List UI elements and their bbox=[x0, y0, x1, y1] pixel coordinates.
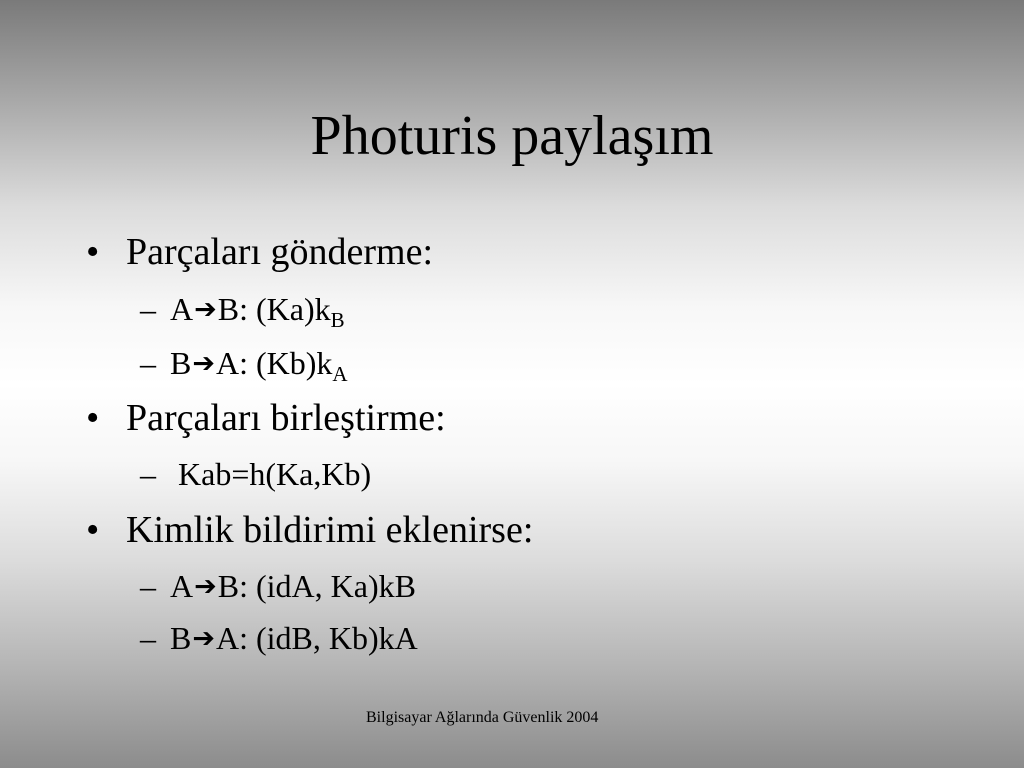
sender-label: A bbox=[170, 291, 194, 327]
bullet-icon: • bbox=[86, 509, 100, 551]
receiver-label: B bbox=[217, 568, 240, 604]
bullet-text: Kimlik bildirimi eklenirse: bbox=[126, 509, 534, 551]
bullet-icon: • bbox=[86, 397, 100, 439]
formula-text: Kab=h(Ka,Kb) bbox=[170, 456, 372, 492]
sub-item-a-to-b bbox=[140, 290, 345, 339]
receiver-label: B bbox=[217, 291, 240, 327]
dash-icon: – bbox=[140, 456, 156, 492]
key-subscript: B bbox=[330, 308, 345, 332]
bullet-icon: • bbox=[86, 231, 100, 273]
dash-icon: – bbox=[140, 345, 156, 381]
message-text: : (idA, Ka)kB bbox=[239, 568, 416, 604]
bullet-text: Parçaları gönderme: bbox=[126, 231, 434, 273]
bullet-item-combine-parts bbox=[86, 396, 446, 440]
bullet-item-send-parts bbox=[86, 230, 433, 274]
message-text: : (Ka)k bbox=[239, 291, 331, 327]
dash-icon: – bbox=[140, 620, 156, 656]
message-text: : (idB, Kb)kA bbox=[239, 620, 418, 656]
arrow-right-icon: ➔ bbox=[192, 623, 215, 654]
sub-item-b-to-a bbox=[140, 344, 348, 393]
bullet-item-authentication bbox=[86, 508, 533, 552]
dash-icon: – bbox=[140, 291, 156, 327]
bullet-text: Parçaları birleştirme: bbox=[126, 397, 446, 439]
sub-item-combined-key bbox=[140, 455, 371, 493]
slide-footer: Bilgisayar Ağlarında Güvenlik 2004 bbox=[366, 709, 599, 726]
slide-title: Photuris paylaşım bbox=[310, 105, 714, 167]
receiver-label: A bbox=[215, 345, 240, 381]
arrow-right-icon: ➔ bbox=[192, 348, 215, 379]
sender-label: A bbox=[170, 568, 194, 604]
sub-item-auth-a-to-b bbox=[140, 567, 416, 606]
message-text: : (Kb)k bbox=[239, 345, 333, 381]
dash-icon: – bbox=[140, 568, 156, 604]
receiver-label: A bbox=[215, 620, 240, 656]
sender-label: B bbox=[170, 620, 192, 656]
key-subscript: A bbox=[332, 362, 348, 386]
arrow-right-icon: ➔ bbox=[194, 294, 217, 325]
sender-label: B bbox=[170, 345, 192, 381]
arrow-right-icon: ➔ bbox=[194, 571, 217, 602]
sub-item-auth-b-to-a bbox=[140, 619, 418, 658]
